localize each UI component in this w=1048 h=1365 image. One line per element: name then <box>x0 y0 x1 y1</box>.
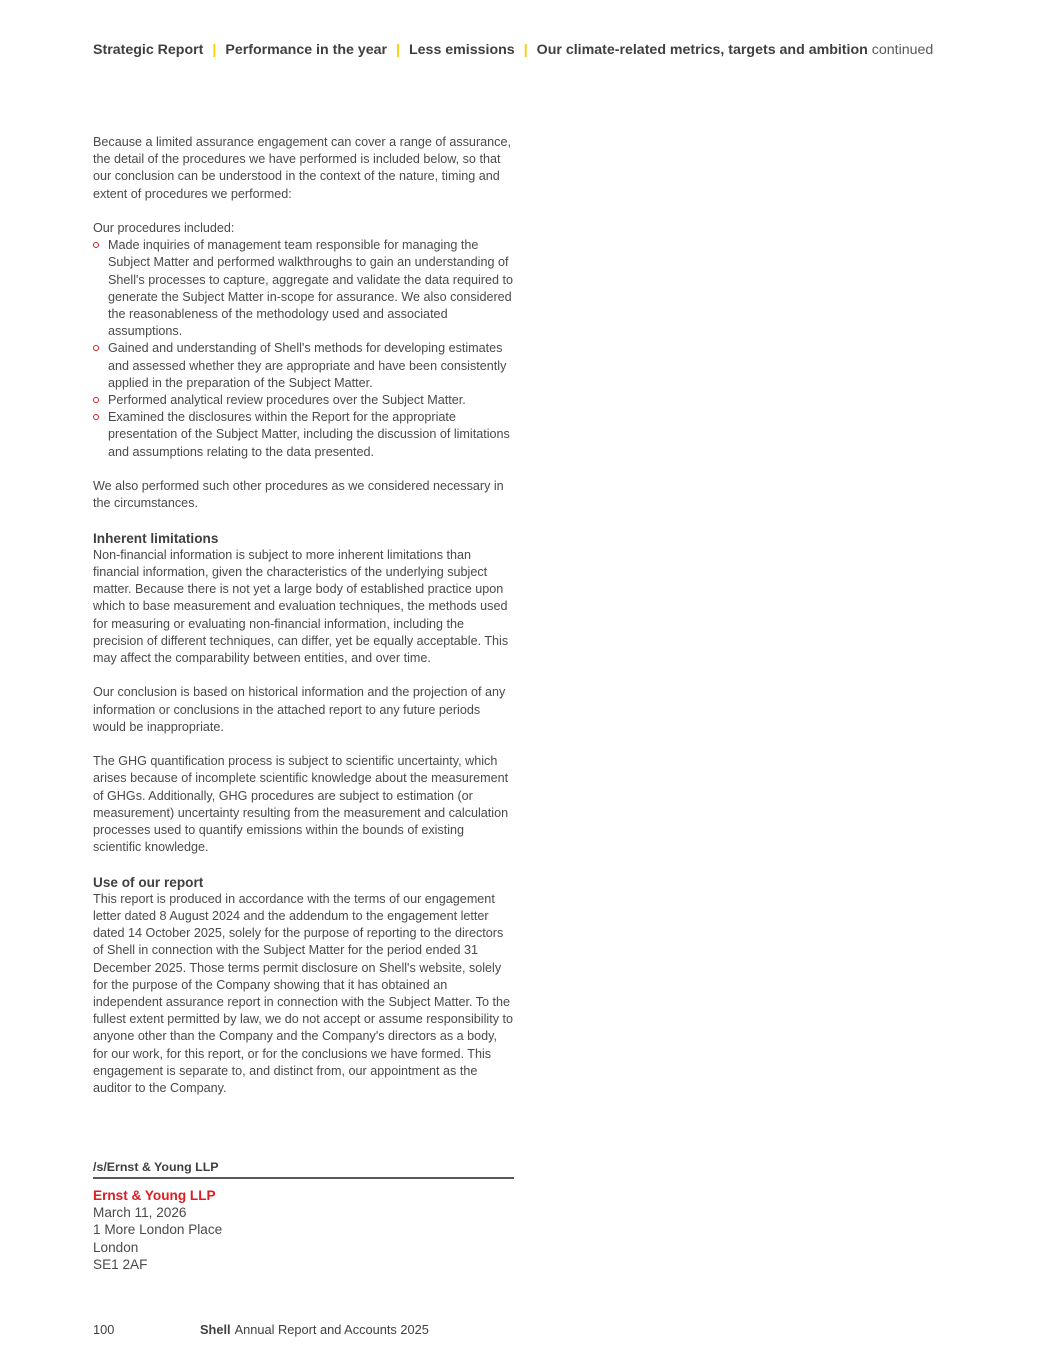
breadcrumb-separator: | <box>396 42 400 58</box>
assurance-text-column <box>93 134 514 1097</box>
breadcrumb <box>93 42 933 58</box>
breadcrumb-item-strategic-report[interactable]: Strategic Report <box>93 42 204 58</box>
bullet-icon <box>93 345 99 351</box>
signature-line: /s/Ernst & Young LLP <box>93 1160 514 1179</box>
list-item <box>93 340 514 392</box>
inherent-limitations-paragraph-3: The GHG quantification process is subject to scientific uncertainty, which arises because of incomplete scientific knowledge about the measurement of GHGs. Additionally, GHG procedures are subject to estimation (or measurement) uncertainty resulting from the measurement and calculation processes used to quantify emissions within the bounds of existing scientific knowledge. <box>93 754 509 855</box>
firm-name: Ernst & Young LLP <box>93 1188 216 1203</box>
breadcrumb-continued: continued <box>871 42 934 58</box>
breadcrumb-item-climate-metrics[interactable]: Our climate-related metrics, targets and ambition <box>536 42 868 58</box>
use-of-report-heading: Use of our report <box>93 874 204 890</box>
breadcrumb-separator: | <box>523 42 528 58</box>
bullet-icon <box>93 414 99 420</box>
breadcrumb-item-less-emissions[interactable]: Less emissions <box>409 42 515 58</box>
procedure-text: Examined the disclosures within the Report for the appropriate presentation of the Subject Matter, including the discussion of limitations and assumptions relating to the data presented. <box>108 410 510 459</box>
page-number: 100 <box>93 1322 115 1337</box>
address-line: London <box>93 1239 139 1255</box>
list-item <box>93 392 514 409</box>
procedures-lead: Our procedures included: <box>93 221 235 235</box>
procedure-text: Made inquiries of management team responsible for managing the Subject Matter and performed walkthroughs to gain an understanding of Shell's processes to capture, aggregate and validate the data required to generate the Subject Matter in-scope for assurance. We also considered the reasonableness of the methodology used and associated assumptions. <box>108 238 513 339</box>
list-item <box>93 409 514 461</box>
procedure-text: Gained and understanding of Shell's methods for developing estimates and assessed whether they are appropriate and have been consistently applied in the preparation of the Subject Matter. <box>108 341 507 390</box>
list-item <box>93 237 514 340</box>
other-procedures-paragraph: We also performed such other procedures as we considered necessary in the circumstances. <box>93 479 504 511</box>
publication-footer <box>200 1322 429 1337</box>
address-line: 1 More London Place <box>93 1222 223 1238</box>
intro-paragraph: Because a limited assurance engagement can cover a range of assurance, the detail of the procedures we have performed is included below, so that our conclusion can be understood in the context of the nature, timing and extent of procedures we performed: <box>93 135 511 201</box>
procedure-text: Performed analytical review procedures over the Subject Matter. <box>108 393 466 408</box>
breadcrumb-item-performance[interactable]: Performance in the year <box>225 42 388 58</box>
bullet-icon <box>93 397 99 403</box>
brand-name: Shell <box>200 1322 231 1337</box>
address-line: SE1 2AF <box>93 1256 148 1272</box>
inherent-limitations-heading: Inherent limitations <box>93 530 219 546</box>
signature-date: March 11, 2026 <box>93 1205 187 1220</box>
procedures-list <box>93 237 514 461</box>
breadcrumb-separator: | <box>212 42 217 58</box>
inherent-limitations-paragraph-1: Non-financial information is subject to more inherent limitations than financial information, given the characteristics of the underlying subject matter. Because there is not yet a large body of established practice upon which to base measurement and evaluation techniques, the methods used for measuring or evaluating non-financial information, including the precision of different techniques, can differ, yet be equally acceptable. This may affect the comparability between entities, and over time. <box>93 547 509 666</box>
inherent-limitations-paragraph-2: Our conclusion is based on historical information and the projection of any information or conclusions in the attached report to any future periods would be inappropriate. <box>93 685 506 734</box>
use-of-report-paragraph: This report is produced in accordance with the terms of our engagement letter dated 8 August 2024 and the addendum to the engagement letter dated 14 October 2025, solely for the purpose of reporting to the directors of Shell in connection with the Subject Matter for the period ended 31 December 2025. Those terms permit disclosure on Shell's website, solely for the purpose of the Company showing that it has obtained an independent assurance report in connection with the Subject Matter. To the fullest extent permitted by law, we do not accept or assume responsibility to anyone other than the Company and the Company's directors as a body, for our work, for this report, or for the conclusions we have formed. This engagement is separate to, and distinct from, our appointment as the auditor to the Company. <box>93 891 514 1096</box>
signature-block <box>93 1160 514 1273</box>
bullet-icon <box>93 242 99 248</box>
publication-title: Annual Report and Accounts 2025 <box>234 1322 429 1337</box>
